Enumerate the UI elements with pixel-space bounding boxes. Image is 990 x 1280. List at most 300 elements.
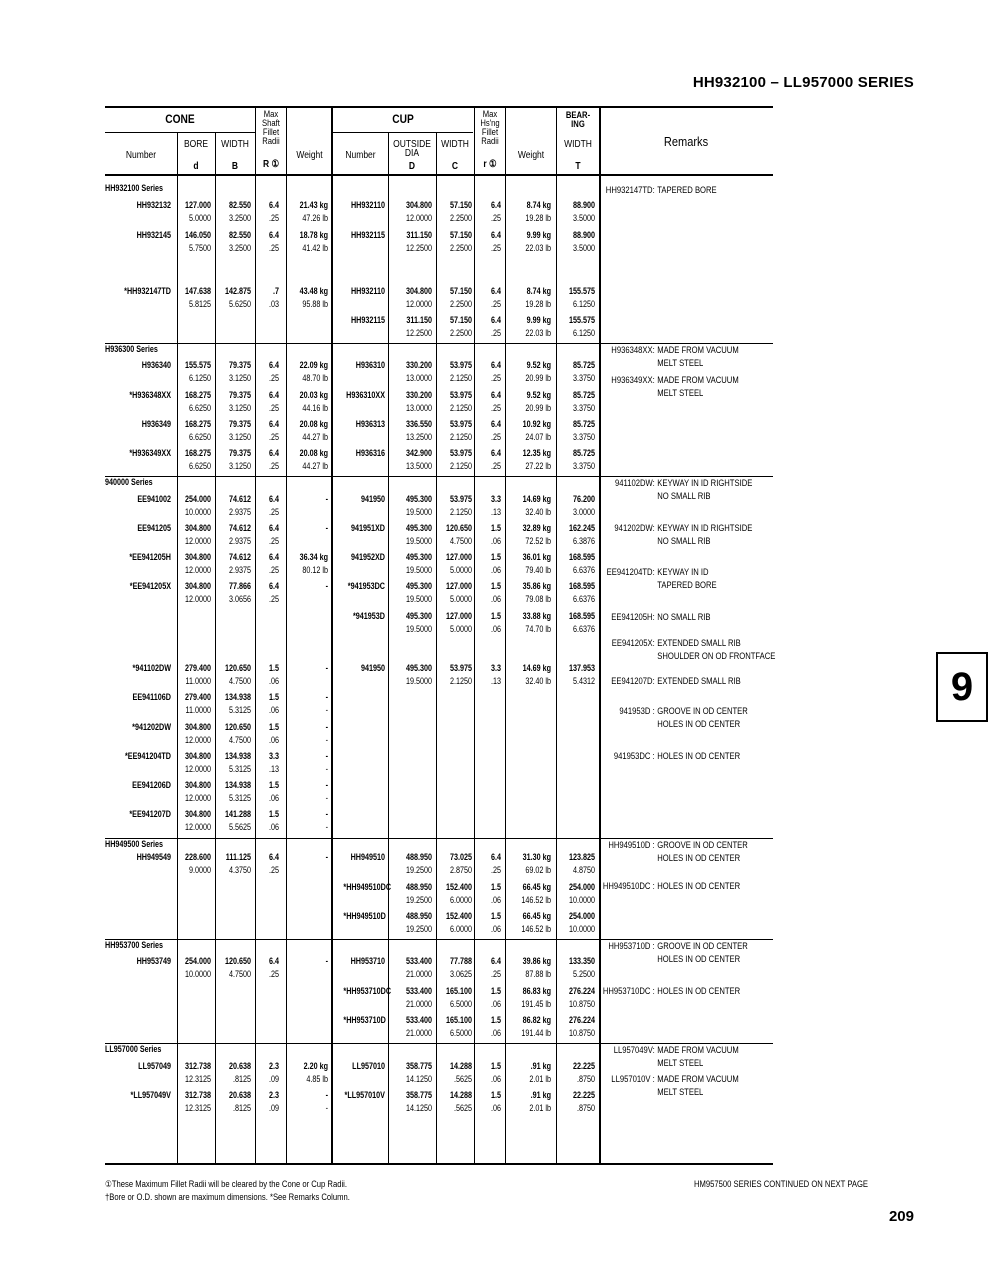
cup-number: *941953DC	[347, 581, 385, 591]
cup-width-value: 4.7500	[449, 536, 472, 546]
cone-weight-value: -	[325, 1090, 328, 1100]
bearing-width-value: 10.8750	[568, 999, 595, 1009]
od-value: 533.400	[405, 1015, 432, 1025]
table-row	[0, 580, 990, 608]
cup-weight-value: 146.52 lb	[521, 924, 551, 934]
housing-radius-value: 6.4	[490, 448, 501, 458]
cone-weight-value: -	[325, 822, 328, 832]
od-value: 21.0000	[405, 1028, 432, 1038]
remark-item	[602, 940, 748, 966]
cup-weight-value: 19.28 lb	[525, 299, 551, 309]
cup-number: 941950	[360, 663, 385, 673]
remark-key: EE941205X:	[611, 638, 655, 648]
bore-value: 304.800	[184, 722, 211, 732]
od-value: 19.5000	[405, 624, 432, 634]
bore-value: 11.0000	[185, 705, 211, 715]
cone-weight-value: -	[325, 735, 328, 745]
bearing-width-value: .8750	[576, 1103, 595, 1113]
cone-number: *H936349XX	[129, 448, 171, 458]
cone-number: *HH932147TD	[124, 286, 171, 296]
cone-width-value: 3.1250	[228, 432, 251, 442]
page-title: HH932100 – LL957000 SERIES	[692, 74, 914, 91]
table-row	[0, 1014, 990, 1042]
cup-weight-value: 146.52 lb	[521, 895, 551, 905]
table-row	[0, 721, 990, 749]
bore-value: 10.0000	[184, 507, 211, 517]
cup-weight-value: 66.45 kg	[522, 911, 551, 921]
table-row	[0, 985, 990, 1013]
remark-text: MELT STEEL	[657, 388, 704, 398]
remark-text: MELT STEEL	[657, 1087, 704, 1097]
cup-weight-value: 36.01 kg	[522, 552, 551, 562]
cone-number: *EE941204TD	[124, 751, 171, 761]
cup-weight-value: 33.88 kg	[522, 611, 551, 621]
cup-number: LL957010	[352, 1061, 385, 1071]
cup-weight-value: 32.89 kg	[522, 523, 551, 533]
cone-width-value: 3.0656	[228, 594, 251, 604]
cone-width-value: 142.875	[224, 286, 251, 296]
cup-width-value: 2.1250	[449, 373, 472, 383]
table-row	[0, 229, 990, 257]
bore-value: 12.0000	[184, 793, 211, 803]
housing-radius-value: .25	[490, 373, 501, 383]
cup-weight-value: 32.40 lb	[525, 507, 551, 517]
bearing-width-value: 276.224	[568, 986, 595, 996]
max-hsng-header: Max Hs'ng Fillet Radii	[480, 109, 500, 146]
bore-value: 5.8125	[188, 299, 211, 309]
od-value: 495.300	[405, 494, 432, 504]
cup-weight-value: 66.45 kg	[522, 882, 551, 892]
remark-key: HH953710DC :	[602, 986, 655, 996]
bore-value: 168.275	[184, 390, 211, 400]
cone-width-value: 3.2500	[228, 243, 251, 253]
cup-width-value: 165.100	[445, 986, 472, 996]
bore-value: 168.275	[184, 448, 211, 458]
cup-number: *LL957010V	[344, 1090, 385, 1100]
cup-weight-value: .91 kg	[530, 1090, 551, 1100]
cup-number: *HH953710D	[343, 1015, 386, 1025]
page-number: 209	[888, 1208, 914, 1225]
cone-width-value: 111.125	[225, 852, 251, 862]
remark-text: NO SMALL RIB	[657, 612, 711, 622]
cup-number: H936313	[355, 419, 385, 429]
bearing-width-value: 6.1250	[572, 299, 595, 309]
r-hsng-symbol: r ①	[483, 159, 497, 170]
b-symbol: B	[231, 161, 239, 172]
cone-width-value: 74.612	[228, 523, 251, 533]
cup-width-value: 53.975	[449, 448, 472, 458]
bore-value: 312.738	[184, 1061, 211, 1071]
cup-weight-value: .91 kg	[530, 1061, 551, 1071]
bearing-width-value: 254.000	[568, 882, 595, 892]
table-row	[0, 691, 990, 719]
bearing-width-value: 3.5000	[572, 213, 595, 223]
housing-radius-value: 6.4	[490, 315, 501, 325]
bearing-width-value: 6.3876	[572, 536, 595, 546]
bearing-width-value: 6.6376	[572, 624, 595, 634]
cone-width-value: 4.7500	[228, 676, 251, 686]
shaft-radius-value: 6.4	[268, 523, 279, 533]
cup-number: 941950	[360, 494, 385, 504]
housing-radius-value: 6.4	[490, 200, 501, 210]
od-value: 488.950	[405, 852, 432, 862]
cup-weight-value: 14.69 kg	[522, 494, 551, 504]
cone-number: *LL957049V	[130, 1090, 171, 1100]
bore-value: 228.600	[184, 852, 211, 862]
remark-key: EE941205H:	[611, 612, 655, 622]
shaft-radius-value: 1.5	[268, 722, 279, 732]
housing-radius-value: .06	[490, 1103, 501, 1113]
series-label: HH953700 Series	[105, 940, 164, 950]
cone-width-value: .8125	[232, 1103, 251, 1113]
remark-item	[602, 985, 740, 998]
series-label: HH932100 Series	[105, 183, 164, 193]
cup-width-value: 2.1250	[449, 432, 472, 442]
od-value: 533.400	[405, 956, 432, 966]
cone-width-value: 134.938	[224, 780, 251, 790]
shaft-radius-value: .25	[268, 594, 279, 604]
housing-radius-value: 6.4	[490, 390, 501, 400]
remark-text: MADE FROM VACUUM	[657, 1074, 739, 1084]
cup-weight-value: 8.74 kg	[526, 286, 551, 296]
table-row	[0, 955, 990, 983]
cup-width-value: 2.1250	[449, 507, 472, 517]
cup-width-value: 53.975	[449, 360, 472, 370]
cup-weight-header: Weight	[517, 150, 545, 161]
table-row	[0, 808, 990, 836]
cup-width-value: 127.000	[445, 552, 472, 562]
cup-number: *HH949510D	[343, 911, 386, 921]
shaft-radius-value: .25	[268, 461, 279, 471]
cup-weight-value: 9.52 kg	[526, 390, 551, 400]
cone-weight-value: 20.03 kg	[299, 390, 328, 400]
max-shaft-header: Max Shaft Fillet Radii	[262, 109, 280, 146]
bearing-width-value: 3.3750	[572, 461, 595, 471]
cone-weight-value: 36.34 kg	[299, 552, 328, 562]
table-row	[0, 851, 990, 879]
remark-item	[602, 705, 748, 731]
shaft-radius-value: 6.4	[268, 230, 279, 240]
cup-weight-value: 191.44 lb	[521, 1028, 551, 1038]
cup-width-value: 53.975	[449, 494, 472, 504]
housing-radius-value: 3.3	[490, 663, 501, 673]
cup-width-value: 2.1250	[449, 461, 472, 471]
bearing-width-value: 85.725	[572, 360, 595, 370]
bearing-width-value: 5.4312	[572, 676, 595, 686]
housing-radius-value: .25	[490, 969, 501, 979]
cup-number: *HH949510DC	[343, 882, 392, 892]
bore-value: 254.000	[184, 956, 211, 966]
od-value: 488.950	[405, 882, 432, 892]
cone-weight-value: 95.88 lb	[302, 299, 328, 309]
housing-radius-value: .06	[490, 924, 501, 934]
cone-width-value: 3.2500	[228, 213, 251, 223]
cup-width-value: 6.0000	[449, 895, 472, 905]
bearing-header: BEAR- ING	[565, 110, 591, 129]
cup-width-value: 152.400	[445, 882, 472, 892]
od-value: 330.200	[405, 360, 432, 370]
cup-width-value: 57.150	[449, 315, 472, 325]
d-symbol: d	[193, 161, 199, 172]
cone-width-value: 3.1250	[228, 461, 251, 471]
cone-width-value: 82.550	[228, 230, 251, 240]
bearing-width-value: 10.8750	[568, 1028, 595, 1038]
cone-width-value: 79.375	[228, 448, 251, 458]
cup-number: *941953D	[352, 611, 385, 621]
remark-key: HH932147TD:	[605, 185, 655, 195]
bearing-width-value: 76.200	[572, 494, 595, 504]
bearing-width-value: 22.225	[572, 1061, 595, 1071]
cone-width-value: 134.938	[224, 692, 251, 702]
width-t-header: WIDTH	[564, 139, 592, 150]
cup-width-value: 127.000	[445, 581, 472, 591]
bore-value: 254.000	[184, 494, 211, 504]
cone-number: EE941002	[137, 494, 171, 504]
cup-width-value: 14.288	[449, 1061, 472, 1071]
housing-radius-value: 6.4	[490, 852, 501, 862]
bore-value: 5.0000	[188, 213, 211, 223]
shaft-radius-value: .25	[268, 565, 279, 575]
housing-radius-value: 1.5	[490, 581, 501, 591]
od-value: 311.150	[406, 315, 432, 325]
bore-value: 10.0000	[184, 969, 211, 979]
cone-number: HH932145	[136, 230, 171, 240]
od-value: 19.5000	[405, 594, 432, 604]
cone-width-value: 3.1250	[228, 373, 251, 383]
housing-radius-value: 6.4	[490, 956, 501, 966]
bore-value: 312.738	[184, 1090, 211, 1100]
remark-item	[602, 344, 739, 370]
footnote: ①These Maximum Fillet Radii will be cleared by the Cone or Cup Radii.	[105, 1179, 347, 1189]
cup-width-value: 73.025	[449, 852, 472, 862]
bore-value: 279.400	[184, 663, 211, 673]
housing-radius-value: .25	[490, 299, 501, 309]
cup-width-value: 6.5000	[449, 999, 472, 1009]
cup-number-header: Number	[345, 150, 376, 161]
bearing-width-value: 155.575	[568, 315, 595, 325]
bearing-width-value: 155.575	[568, 286, 595, 296]
shaft-radius-value: 3.3	[268, 751, 279, 761]
top-rule	[105, 106, 773, 108]
housing-radius-value: 1.5	[490, 611, 501, 621]
housing-radius-value: .06	[490, 536, 501, 546]
bearing-width-value: 3.3750	[572, 373, 595, 383]
cone-width-value: 120.650	[224, 663, 251, 673]
shaft-radius-value: .06	[268, 676, 279, 686]
od-value: 19.2500	[405, 895, 432, 905]
cup-number: 941952XD	[350, 552, 385, 562]
cone-weight-value: 44.16 lb	[302, 403, 328, 413]
cone-width-value: 74.612	[228, 552, 251, 562]
cone-weight-value: -	[325, 581, 328, 591]
shaft-radius-value: 6.4	[268, 448, 279, 458]
cup-number: HH953710	[350, 956, 385, 966]
cup-width-value: 152.400	[445, 911, 472, 921]
remark-text: KEYWAY IN ID	[657, 567, 709, 577]
table-row	[0, 314, 990, 342]
shaft-radius-value: .09	[268, 1074, 279, 1084]
remark-item	[602, 750, 740, 763]
shaft-radius-value: 6.4	[268, 390, 279, 400]
od-value: 19.5000	[405, 565, 432, 575]
cup-weight-value: 35.86 kg	[522, 581, 551, 591]
width-b-header: WIDTH	[221, 139, 249, 150]
od-value: 12.2500	[405, 243, 432, 253]
cup-number: HH932115	[350, 315, 385, 325]
bore-value: 6.1250	[188, 373, 211, 383]
od-value: 495.300	[405, 663, 432, 673]
cone-width-value: 120.650	[224, 722, 251, 732]
remark-item	[602, 1073, 739, 1099]
od-value: 13.2500	[405, 432, 432, 442]
od-value: 488.950	[405, 911, 432, 921]
table-row	[0, 910, 990, 938]
remark-text: HOLES IN OD CENTER	[657, 881, 741, 891]
cup-weight-value: 20.99 lb	[525, 403, 551, 413]
remark-key: 941202DW:	[614, 523, 655, 533]
bore-value: 304.800	[184, 581, 211, 591]
series-label: HH949500 Series	[105, 839, 164, 849]
cup-weight-value: 14.69 kg	[522, 663, 551, 673]
cup-width-value: 53.975	[449, 390, 472, 400]
remark-text: HOLES IN OD CENTER	[657, 719, 741, 729]
shaft-radius-value: .25	[268, 213, 279, 223]
group-rule-cone	[105, 132, 255, 133]
cone-number: *EE941207D	[129, 809, 171, 819]
cup-weight-value: 86.83 kg	[522, 986, 551, 996]
continued-note: HM957500 SERIES CONTINUED ON NEXT PAGE	[694, 1179, 869, 1189]
bore-value: 304.800	[184, 523, 211, 533]
cone-weight-value: 43.48 kg	[299, 286, 328, 296]
od-value: 495.300	[405, 611, 432, 621]
cone-number: EE941106D	[132, 692, 171, 702]
od-value: 358.775	[405, 1090, 432, 1100]
shaft-radius-value: .25	[268, 432, 279, 442]
cup-width-value: 2.1250	[449, 676, 472, 686]
cone-number: *EE941205H	[129, 552, 171, 562]
remark-text: KEYWAY IN ID RIGHTSIDE	[657, 478, 753, 488]
od-value: 19.2500	[405, 865, 432, 875]
od-value: 19.5000	[405, 536, 432, 546]
cone-weight-value: -	[325, 809, 328, 819]
shaft-radius-value: 6.4	[268, 360, 279, 370]
bore-value: 12.0000	[184, 822, 211, 832]
cone-weight-value: 4.85 lb	[306, 1074, 328, 1084]
remark-text: MADE FROM VACUUM	[657, 1045, 739, 1055]
cone-weight-value: 18.78 kg	[299, 230, 328, 240]
remark-item	[602, 1044, 739, 1070]
bearing-width-value: 5.2500	[572, 969, 595, 979]
bore-value: 279.400	[184, 692, 211, 702]
cone-width-value: 2.9375	[228, 565, 251, 575]
housing-radius-value: 1.5	[490, 1061, 501, 1071]
housing-radius-value: 6.4	[490, 230, 501, 240]
cone-width-value: 20.638	[228, 1090, 251, 1100]
cone-number: HH953749	[136, 956, 171, 966]
cup-width-value: 6.0000	[449, 924, 472, 934]
bearing-width-value: 6.6376	[572, 594, 595, 604]
table-row	[0, 522, 990, 550]
housing-radius-value: .25	[490, 461, 501, 471]
remark-key: 941102DW:	[615, 478, 655, 488]
cone-weight-header: Weight	[296, 150, 323, 161]
cup-weight-value: 86.82 kg	[522, 1015, 551, 1025]
table-row	[0, 447, 990, 475]
cup-width-value: 3.0625	[449, 969, 472, 979]
bore-value: 12.0000	[184, 735, 211, 745]
housing-radius-value: .06	[490, 895, 501, 905]
cone-number: HH932132	[136, 200, 171, 210]
bore-value: 12.3125	[184, 1103, 211, 1113]
remark-item	[602, 611, 711, 624]
bearing-width-value: 123.825	[568, 852, 595, 862]
bearing-width-value: 3.3750	[572, 432, 595, 442]
shaft-radius-value: 1.5	[268, 780, 279, 790]
bearing-width-value: 4.8750	[572, 865, 595, 875]
remark-text: HOLES IN OD CENTER	[657, 853, 741, 863]
cone-weight-value: 2.20 kg	[303, 1061, 328, 1071]
bore-value: 6.6250	[188, 461, 211, 471]
table-row	[0, 493, 990, 521]
table-row	[0, 389, 990, 417]
housing-radius-value: .25	[490, 865, 501, 875]
bore-value: 6.6250	[188, 403, 211, 413]
shaft-radius-value: .06	[268, 822, 279, 832]
housing-radius-value: .06	[490, 1074, 501, 1084]
bearing-width-value: 168.595	[568, 581, 595, 591]
bearing-width-value: 10.0000	[568, 895, 595, 905]
cone-width-value: 77.866	[228, 581, 251, 591]
cup-width-value: 57.150	[449, 286, 472, 296]
cone-weight-value: -	[325, 852, 328, 862]
remark-text: NO SMALL RIB	[657, 491, 711, 501]
bore-value: 5.7500	[188, 243, 211, 253]
shaft-radius-value: .13	[268, 764, 279, 774]
bore-value: 12.0000	[184, 565, 211, 575]
shaft-radius-value: .25	[268, 243, 279, 253]
cup-number: *HH953710DC	[343, 986, 392, 996]
table-row	[0, 285, 990, 313]
housing-radius-value: .13	[490, 676, 501, 686]
shaft-radius-value: 6.4	[268, 200, 279, 210]
cup-width-value: 6.5000	[449, 1028, 472, 1038]
shaft-radius-value: 1.5	[268, 663, 279, 673]
bearing-width-value: 276.224	[568, 1015, 595, 1025]
od-value: 13.0000	[405, 403, 432, 413]
cup-width-value: 127.000	[445, 611, 472, 621]
cup-weight-value: 2.01 lb	[529, 1103, 551, 1113]
cone-weight-value: -	[325, 663, 328, 673]
cup-weight-value: 9.99 kg	[526, 315, 551, 325]
cone-header: CONE	[165, 112, 195, 126]
housing-radius-value: .25	[490, 432, 501, 442]
housing-radius-value: 6.4	[490, 419, 501, 429]
remark-key: H936349XX:	[611, 375, 655, 385]
housing-radius-value: .13	[490, 507, 501, 517]
housing-radius-value: 1.5	[490, 1090, 501, 1100]
housing-radius-value: 1.5	[490, 552, 501, 562]
cone-weight-value: -	[325, 956, 328, 966]
cup-weight-value: 79.08 lb	[525, 594, 551, 604]
bearing-width-value: 3.0000	[572, 507, 595, 517]
cone-width-value: 82.550	[228, 200, 251, 210]
remark-text: TAPERED BORE	[657, 185, 717, 195]
bore-value: 12.3125	[184, 1074, 211, 1084]
cup-weight-value: 69.02 lb	[525, 865, 551, 875]
housing-radius-value: 6.4	[490, 286, 501, 296]
cup-weight-value: 9.52 kg	[526, 360, 551, 370]
od-value: 12.0000	[405, 213, 432, 223]
